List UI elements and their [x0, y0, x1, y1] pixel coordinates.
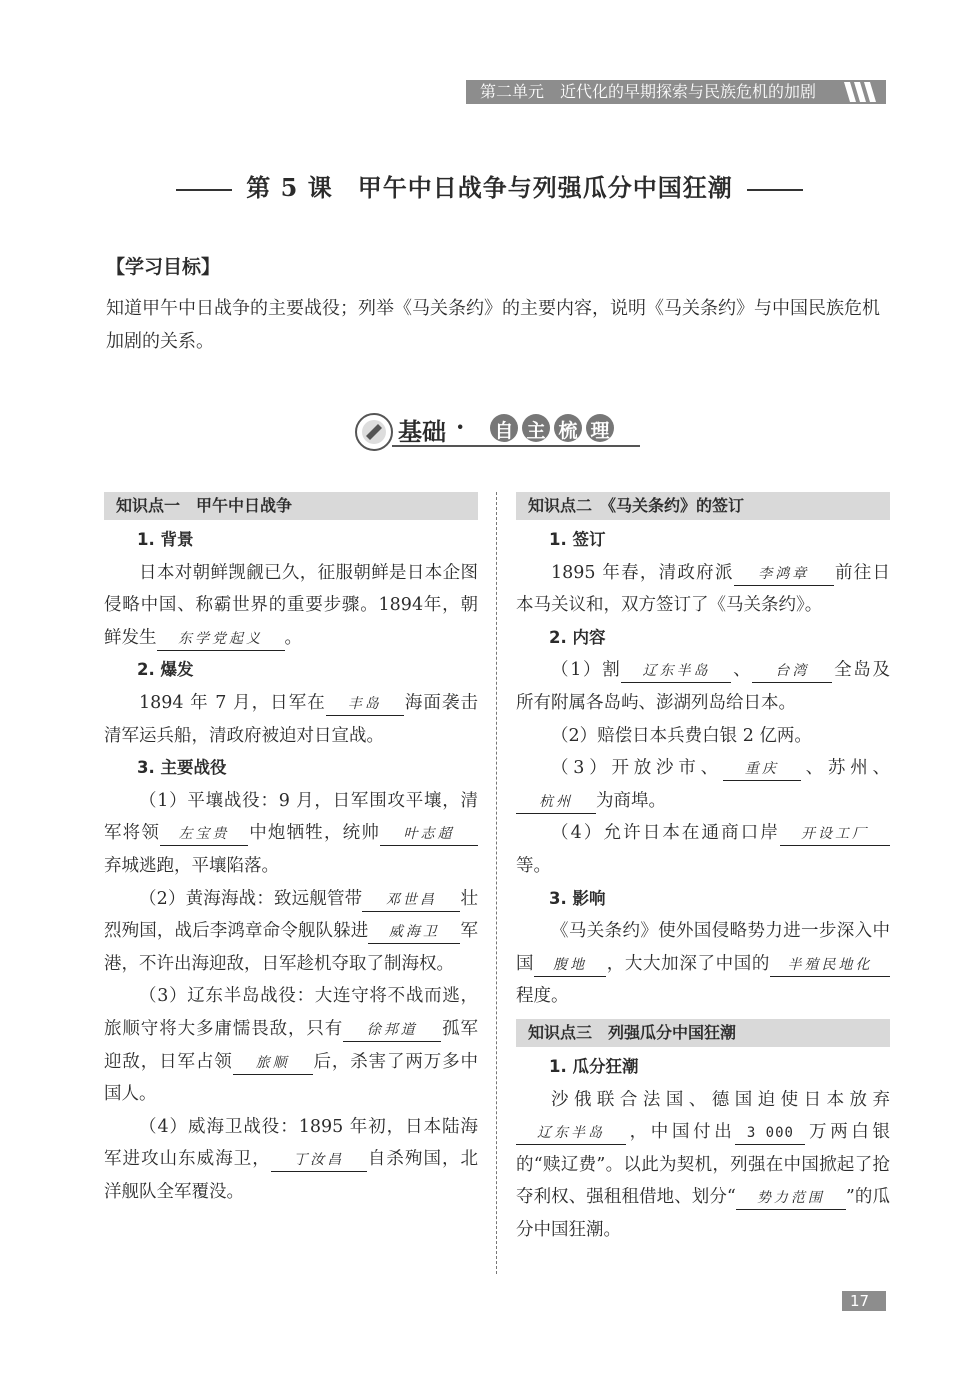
answer-blank: 旅顺 [233, 1052, 313, 1075]
badge-char: 梳 [558, 420, 578, 442]
paragraph: （1）割 辽东半岛 、 台湾 全岛及所有附属各岛屿、澎湖列岛给日本。 [516, 660, 891, 713]
section-heading: 知识点一 甲午中日战争 [104, 492, 478, 520]
answer-blank: 李鸿章 [734, 563, 834, 586]
subheading: 2. 爆发 [137, 660, 194, 680]
paragraph: 1894 年 7 月，日军在 丰岛 海面袭击清军运兵船，清政府被迫对日宣战。 [104, 692, 479, 746]
badge-char: 理 [590, 420, 610, 442]
answer-blank: 丰岛 [326, 693, 404, 716]
goals-heading: 【学习目标】 [106, 256, 221, 278]
answer-blank: 势力范围 [736, 1187, 846, 1210]
goals-text: 知道甲午中日战争的主要战役；列举《马关条约》的主要内容，说明《马关条约》与中国民族危机加剧的关系。 [106, 298, 880, 352]
answer-blank: 重庆 [723, 758, 801, 781]
subheading: 3. 影响 [549, 888, 606, 908]
answer-blank: 开设工厂 [780, 823, 890, 846]
paragraph: （3）开放沙市、 重庆 、苏州、杭州 为商埠。 [516, 752, 890, 817]
paragraph: 1895 年春，清政府派 李鸿章 前往日本马关议和，双方签订了《马关条约》。 [516, 562, 890, 616]
subheading: 1. 瓜分狂潮 [549, 1056, 639, 1076]
title-rule-left [176, 189, 232, 191]
page-number: 17 [842, 1291, 886, 1311]
title-rule-right [747, 189, 803, 191]
paragraph: （1）平壤战役：9 月，日军围攻平壤，清军将领 左宝贵 中炮牺牲，统帅 叶志超弃城逃跑，平壤陷落。 [104, 790, 478, 876]
section-badge [352, 408, 642, 456]
answer-blank: 3 000 [735, 1122, 805, 1145]
answer-blank: 威海卫 [368, 921, 460, 944]
answer-blank: 台湾 [752, 660, 832, 683]
unit-header [466, 80, 886, 104]
badge-char: 主 [526, 420, 546, 442]
right-column [516, 492, 890, 1246]
column-divider [496, 492, 497, 1274]
section-heading: 知识点二 《马关条约》的签订 [516, 492, 890, 520]
answer-blank: 丁汝昌 [271, 1149, 367, 1172]
paragraph: （4）允许日本在通商口岸 开设工厂等。 [516, 817, 890, 882]
paragraph: 《马关条约》使外国侵略势力进一步深入中国 腹地 ，大大加深了中国的 半殖民地化程度。 [516, 921, 890, 1007]
answer-blank: 叶志超 [380, 823, 478, 846]
answer-blank: 辽东半岛 [621, 660, 731, 683]
badge-dot: · [456, 412, 465, 441]
stripes-icon [842, 82, 882, 102]
badge-char: 自 [494, 420, 514, 442]
paragraph: （2）黄海海战：致远舰管带 邓世昌 壮烈殉国，战后李鸿章命令舰队躲进 威海卫 军港，不许出海迎敌，日军趁机夺取了制海权。 [104, 888, 478, 974]
paragraph: （4）威海卫战役：1895 年初，日本陆海军进攻山东威海卫， 丁汝昌 自杀殉国，北洋舰队全军覆没。 [104, 1116, 479, 1202]
lesson-title [0, 168, 979, 203]
section-heading: 知识点三 列强瓜分中国狂潮 [516, 1019, 890, 1047]
subheading: 2. 内容 [549, 627, 606, 647]
badge-text: 基础 [398, 418, 446, 446]
answer-blank: 辽东半岛 [516, 1122, 626, 1145]
answer-blank: 杭州 [516, 791, 596, 814]
lesson-title-text: 第 5 课 甲午中日战争与列强瓜分中国狂潮 [246, 173, 733, 202]
answer-blank: 邓世昌 [362, 889, 460, 912]
paragraph: （2）赔偿日本兵费白银 2 亿两。 [551, 725, 812, 746]
answer-blank: 徐邦道 [343, 1019, 441, 1042]
paragraph: 日本对朝鲜觊觎已久，征服朝鲜是日本企图侵略中国、称霸世界的重要步骤。1894年，朝鲜发生 东学党起义 。 [104, 557, 478, 655]
paragraph: （3）辽东半岛战役：大连守将不战而逃，旅顺守将大多庸懦畏敌，只有 徐邦道 孤军迎敌，日军占领 旅顺 后，杀害了两万多中国人。 [104, 986, 479, 1105]
left-column [104, 492, 478, 1208]
answer-blank: 腹地 [534, 954, 606, 977]
answer-blank: 左宝贵 [160, 823, 248, 846]
subheading: 3. 主要战役 [137, 758, 227, 778]
subheading: 1. 签订 [549, 530, 606, 549]
paragraph: 沙俄联合法国、德国迫使日本放弃辽东半岛 ，中国付出 3 000 万两白银的“赎辽费”。以此为契机，列强在中国掀起了抢夺利权、强租租借地、划分“ 势力范围 ”的瓜分中国狂潮。 [516, 1089, 891, 1240]
unit-title: 第二单元 近代化的早期探索与民族危机的加剧 [480, 82, 817, 101]
answer-blank: 半殖民地化 [770, 954, 890, 977]
answer-blank: 东学党起义 [157, 628, 285, 651]
subheading: 1. 背景 [137, 530, 194, 549]
